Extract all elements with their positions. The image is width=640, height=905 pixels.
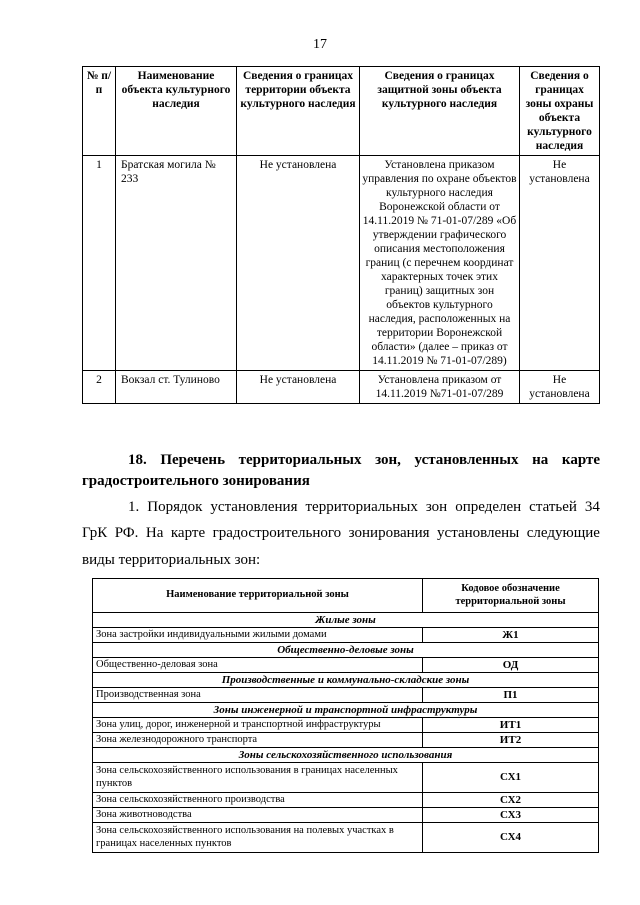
paragraph-word: зон [425, 499, 448, 515]
zone-row [93, 793, 599, 808]
zone-group-row [93, 703, 599, 718]
body-paragraph [82, 494, 600, 573]
heritage-header-protective-zone: Сведения о границах защитной зоны объекта культурного наследия [360, 67, 520, 156]
zone-code: ИТ1 [423, 718, 599, 733]
heading-word: Перечень [160, 452, 226, 468]
zones-header-name: Наименование территориальной зоны [93, 579, 423, 613]
paragraph-word: зонирования [348, 525, 430, 542]
zone-name: Зона сельскохозяйственного производства [93, 793, 423, 808]
zone-row [93, 718, 599, 733]
page-number: 17 [313, 37, 327, 52]
section-number: 18. [128, 452, 147, 468]
zone-name: Общественно-деловая зона [93, 658, 423, 673]
zone-group-title: Зоны сельскохозяйственного использования [93, 748, 599, 763]
zone-name: Производственная зона [93, 688, 423, 703]
heritage-objects-table [82, 66, 600, 404]
zone-name: Зона сельскохозяйственного использования в границах населенных пунктов [93, 763, 423, 793]
section-heading [82, 450, 600, 493]
zone-name: Зона животноводства [93, 808, 423, 823]
paragraph-word: статьей [529, 499, 577, 515]
zone-code: СХ2 [423, 793, 599, 808]
zone-code: ОД [423, 658, 599, 673]
paragraph-word: градостроительного [212, 525, 342, 542]
heritage-cell-num: 2 [83, 371, 116, 404]
heritage-row [83, 156, 600, 371]
heritage-row [83, 371, 600, 404]
zone-code: ИТ2 [423, 733, 599, 748]
zone-group-title: Общественно-деловые зоны [93, 643, 599, 658]
heritage-header-security-zone: Сведения о границах зоны охраны объекта культурного наследия [520, 67, 600, 156]
paragraph-line3: виды территориальных зон: [82, 551, 261, 568]
zone-code: СХ1 [423, 763, 599, 793]
zone-name: Зона улиц, дорог, инженерной и транспортной инфраструктуры [93, 718, 423, 733]
paragraph-word: определен [455, 499, 522, 515]
zone-code: СХ4 [423, 823, 599, 853]
zone-group-row [93, 643, 599, 658]
paragraph-word: карте [170, 525, 206, 542]
paragraph-word: территориальных [305, 499, 418, 515]
heading-word: установленных [414, 452, 519, 468]
paragraph-line1 [82, 494, 600, 520]
heritage-cell-name: Вокзал ст. Тулиново [116, 371, 237, 404]
zone-row [93, 763, 599, 793]
heading-word: карте [561, 452, 600, 468]
paragraph-word: 1. [128, 499, 140, 515]
zone-row [93, 628, 599, 643]
paragraph-word: 34 [584, 499, 600, 515]
zone-code: Ж1 [423, 628, 599, 643]
zone-row [93, 688, 599, 703]
heritage-cell-protective-zone: Установлена приказом управления по охране объектов культурного наследия Воронежской области от 14.11.2019 № 71-01-07/289 «Об утверждении графического описания местоположения границ (с перечнем координат характерных точек этих границ) защитных зон объектов культурного наследия, расположенных на территории Воронежской области» (далее – приказ от 14.11.2019 № 71-01-07/289) [360, 156, 520, 371]
zone-group-row [93, 613, 599, 628]
heritage-cell-security-zone: Не установлена [520, 156, 600, 371]
zone-group-title: Зоны инженерной и транспортной инфраструктуры [93, 703, 599, 718]
paragraph-line2 [82, 520, 600, 546]
paragraph-word: установлены [437, 525, 520, 542]
paragraph-word: На [145, 525, 164, 542]
zones-header-code: Кодовое обозначение территориальной зоны [423, 579, 599, 613]
zone-name: Зона сельскохозяйственного использования на полевых участках в границах населенных пунктов [93, 823, 423, 853]
paragraph-word: ГрК [82, 525, 108, 542]
heritage-cell-security-zone: Не установлена [520, 371, 600, 404]
paragraph-word: РФ. [114, 525, 139, 542]
zone-row [93, 733, 599, 748]
zone-row [93, 823, 599, 853]
zone-group-title: Жилые зоны [93, 613, 599, 628]
zone-group-row [93, 748, 599, 763]
heading-word: территориальных [238, 452, 362, 468]
zone-group-row [93, 673, 599, 688]
section-heading-line2: градостроительного зонирования [82, 473, 310, 490]
heritage-header-row [83, 67, 600, 156]
heritage-cell-num: 1 [83, 156, 116, 371]
heritage-cell-territory: Не установлена [237, 371, 360, 404]
zone-name: Зона застройки индивидуальными жилыми домами [93, 628, 423, 643]
paragraph-word: Порядок [147, 499, 203, 515]
zone-row [93, 658, 599, 673]
territorial-zones-table [92, 578, 599, 853]
paragraph-word: следующие [526, 525, 600, 542]
heritage-header-num: № п/п [83, 67, 116, 156]
section-heading-line1 [82, 450, 600, 471]
paragraph-word: установления [210, 499, 298, 515]
heritage-header-territory: Сведения о границах территории объекта культурного наследия [237, 67, 360, 156]
zone-name: Зона железнодорожного транспорта [93, 733, 423, 748]
zone-code: СХ3 [423, 808, 599, 823]
zone-group-title: Производственные и коммунально-складские зоны [93, 673, 599, 688]
heritage-cell-name: Братская могила № 233 [116, 156, 237, 371]
zone-code: П1 [423, 688, 599, 703]
heritage-cell-territory: Не установлена [237, 156, 360, 371]
heading-word: зон, [375, 452, 401, 468]
heritage-header-name: Наименование объекта культурного наследия [116, 67, 237, 156]
zones-header-row [93, 579, 599, 613]
zone-row [93, 808, 599, 823]
heritage-cell-protective-zone: Установлена приказом от 14.11.2019 №71-01-07/289 [360, 371, 520, 404]
heading-word: на [532, 452, 549, 468]
